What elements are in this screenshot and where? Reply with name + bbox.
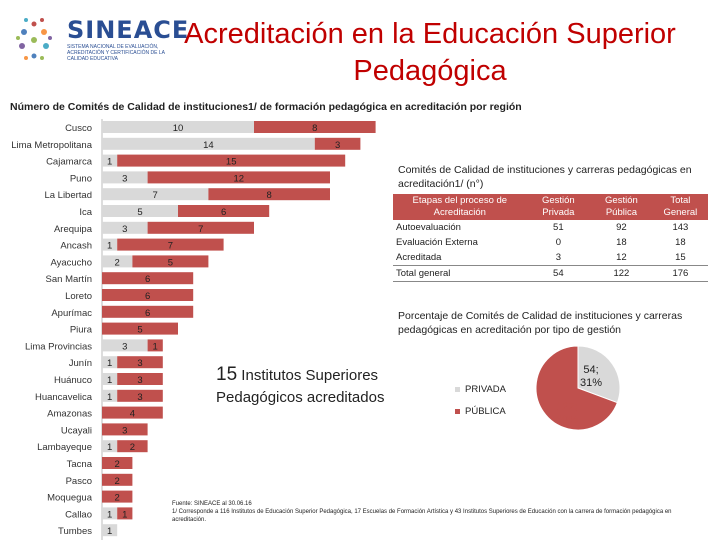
table-cell: Autoevaluación [396, 222, 461, 233]
page-title: Acreditación en la Educación Superior Pedagógica [184, 18, 676, 87]
bar-value-label: 1 [106, 526, 113, 538]
category-label: San Martín [45, 274, 92, 286]
bar-value-label: 3 [137, 358, 143, 370]
table-cell: Total general [393, 266, 527, 282]
category-label: Puno [69, 173, 92, 185]
table-cell: 92 [616, 222, 627, 233]
category-label: Apurímac [51, 307, 92, 319]
table-cell: 143 [672, 222, 689, 233]
category-label: Moquegua [47, 492, 92, 504]
bar-value-label: 6 [144, 307, 151, 319]
category-label: Ayacucho [50, 257, 92, 269]
bar-value-label: 7 [198, 223, 204, 235]
bar-value-label: 7 [167, 240, 174, 252]
pie-label-value: 122; [556, 401, 578, 413]
category-label: Cusco [65, 123, 92, 134]
institutes-count: 15 [216, 364, 238, 385]
accredited-institutes-note [216, 364, 416, 409]
footnote-source: Fuente: SINEACE al 30.06.16 [172, 501, 252, 507]
table-cell: 0 [555, 237, 561, 248]
category-label: Pasco [65, 475, 92, 487]
pie-label-percent: 69% [556, 414, 579, 426]
table-header-cell: Total General [653, 194, 708, 220]
category-label: Loreto [65, 291, 92, 302]
bar-value-label: 3 [122, 425, 128, 437]
category-label: Huánuco [53, 375, 92, 386]
table-cell: 18 [616, 237, 627, 248]
bar-value-label: 14 [203, 139, 214, 151]
table-cell: 12 [616, 252, 627, 263]
legend-swatch [455, 409, 460, 414]
logo-subtitle: SISTEMA NACIONAL DE EVALUACIÓN, ACREDITACIÓN Y CERTIFICACIÓN DE LA CALIDAD EDUCATIVA [67, 44, 165, 62]
bar-value-label: 8 [266, 190, 272, 202]
institutes-text: Institutos Superiores [237, 367, 379, 384]
table-cell: 122 [590, 266, 653, 282]
category-label: Lima Metropolitana [11, 139, 92, 151]
bar-value-label: 15 [225, 156, 237, 168]
category-label: Amazonas [47, 408, 92, 420]
chart-subtitle: Número de Comités de Calidad de instituciones1/ de formación pedagógica en acreditación por región [10, 101, 522, 113]
accreditation-stages-table [393, 194, 708, 282]
category-label: Huancavelica [34, 391, 92, 403]
category-label: Ucayali [60, 425, 92, 437]
bar-value-label: 3 [334, 139, 341, 151]
pie-label-value: 54; [583, 364, 599, 376]
bar-value-label: 3 [122, 341, 128, 353]
bar-value-label: 3 [137, 391, 143, 403]
bar-value-label: 4 [129, 408, 136, 420]
legend-swatch [455, 387, 460, 392]
table-header-cell: Gestión Privada [527, 194, 590, 220]
bar-value-label: 5 [137, 207, 143, 218]
table-title: Comités de Calidad de instituciones y carreras pedagógicas en acreditación1/ (n°) [398, 164, 692, 190]
region-bar-chart [11, 119, 375, 540]
footnote [172, 500, 672, 524]
category-label: Ancash [60, 240, 92, 252]
category-label: Lima Provincias [24, 341, 92, 353]
category-label: Arequipa [53, 223, 92, 235]
bar-value-label: 6 [220, 207, 227, 218]
table-cell: 3 [555, 252, 561, 263]
pie-title: Porcentaje de Comités de Calidad de instituciones y carreras pedagógicas en acreditación por tipo de gestión [398, 310, 683, 336]
bar-value-label: 1 [106, 509, 113, 521]
table-row [393, 220, 708, 235]
bar-value-label: 6 [144, 291, 151, 302]
legend-label: PÚBLICA [465, 405, 506, 417]
bar-value-label: 2 [129, 442, 136, 454]
table-header-cell: Etapas del proceso de Acreditación [393, 194, 527, 220]
bar-value-label: 8 [312, 123, 318, 134]
pie-legend [455, 378, 506, 422]
table-cell: 51 [553, 222, 564, 233]
bar-value-label: 3 [137, 375, 143, 386]
bar-value-label: 5 [137, 324, 143, 336]
table-total-row [393, 266, 708, 282]
bar-value-label: 3 [122, 223, 128, 235]
bar-value-label: 6 [144, 274, 151, 286]
bar-value-label: 7 [152, 190, 158, 202]
category-label: Tumbes [58, 526, 92, 538]
bar-value-label: 2 [114, 492, 120, 504]
category-label: Ica [79, 207, 92, 218]
table-cell: 54 [527, 266, 590, 282]
bar-value-label: 1 [106, 375, 113, 386]
legend-item-privada [455, 378, 506, 400]
category-label: Junín [68, 358, 92, 370]
table-cell: Evaluación Externa [396, 237, 478, 248]
pie-label-percent: 31% [580, 377, 603, 389]
table-header-row [393, 194, 708, 220]
bar-value-label: 1 [106, 442, 113, 454]
pie-label-privada [580, 364, 602, 390]
table-row [393, 250, 708, 266]
bar-value-label: 2 [114, 257, 120, 269]
category-label: Cajamarca [46, 156, 92, 168]
institutes-text-line2: Pedagógicos acreditados [216, 389, 385, 406]
bar-value-label: 1 [106, 156, 113, 168]
table-cell: 15 [675, 252, 686, 263]
category-label: La Libertad [44, 190, 92, 202]
bar-value-label: 1 [152, 341, 158, 353]
bar-value-label: 2 [114, 475, 120, 487]
bar-value-label: 3 [122, 173, 128, 185]
table-header-cell: Gestión Pública [590, 194, 653, 220]
legend-label: PRIVADA [465, 383, 507, 395]
pie-label-publica [556, 401, 578, 427]
bar-value-label: 2 [114, 459, 120, 470]
category-label: Tacna [66, 459, 92, 470]
category-label: Callao [65, 509, 92, 521]
category-label: Lambayeque [37, 442, 92, 454]
bar-value-label: 1 [122, 509, 128, 521]
category-label: Piura [69, 324, 92, 336]
footnote-note: 1/ Corresponde a 116 Institutos de Educación Superior Pedagógica, 17 Escuelas de Formación Artística y 43 Institutos Superiores de Educación con la carrera de formación pedagógica en acreditación. [172, 509, 672, 523]
bar-value-label: 1 [106, 240, 113, 252]
bar-value-label: 1 [106, 391, 113, 403]
bar-value-label: 12 [233, 173, 245, 185]
bar-value-label: 5 [167, 257, 174, 269]
table-cell: 176 [653, 266, 708, 282]
table-cell: 18 [675, 237, 686, 248]
logo-name: SINEACE [67, 16, 190, 44]
legend-item-publica [455, 400, 506, 422]
bar-value-label: 10 [172, 123, 184, 134]
bar-value-label: 1 [106, 358, 113, 370]
table-cell: Acreditada [396, 252, 442, 263]
table-row [393, 235, 708, 250]
